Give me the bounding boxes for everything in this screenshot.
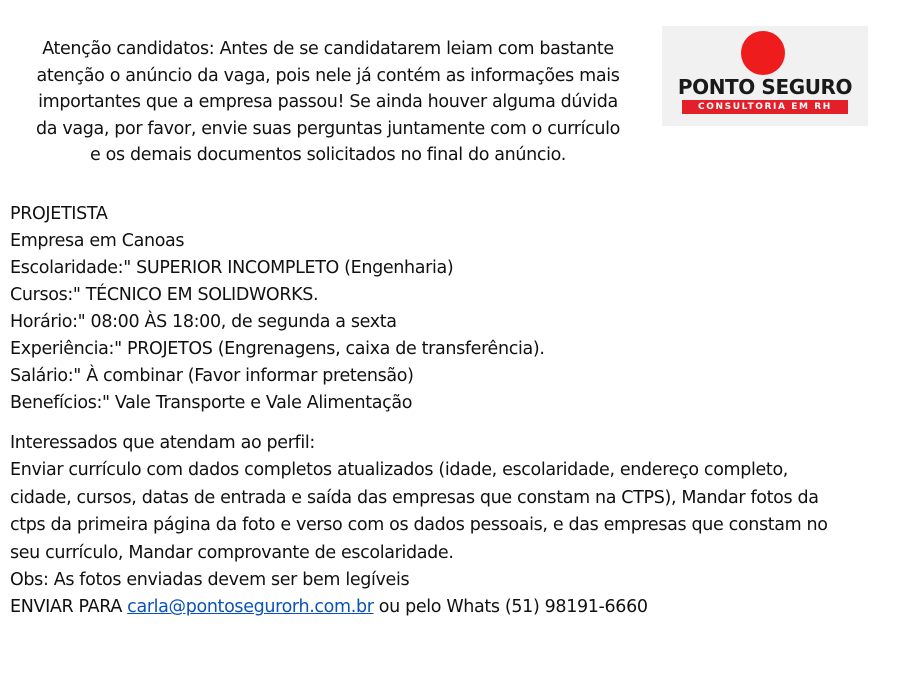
email-link[interactable]: carla@pontosegurorh.com.br: [127, 597, 374, 618]
intro-line: atenção o anúncio da vaga, pois nele já contém as informações mais: [36, 65, 620, 86]
send-prefix: ENVIAR PARA: [10, 597, 128, 618]
job-schedule: Horário:" 08:00 ÀS 18:00, de segunda a sexta: [10, 312, 397, 332]
job-courses: Cursos:" TÉCNICO EM SOLIDWORKS.: [10, 285, 319, 305]
contact-note: Obs: As fotos enviadas devem ser bem legíveis: [10, 570, 410, 591]
logo-subtitle: CONSULTORIA EM RH: [682, 100, 848, 114]
logo-title: PONTO SEGURO: [677, 75, 853, 99]
contact-heading: Interessados que atendam ao perfil:: [10, 433, 315, 453]
job-details: [10, 201, 545, 417]
intro-line: importantes que a empresa passou! Se ainda houver alguma dúvida: [38, 92, 618, 112]
intro-line: Atenção candidatos: Antes de se candidatarem leiam com bastante: [42, 39, 614, 59]
job-company: Empresa em Canoas: [10, 231, 185, 251]
application-instructions: [10, 430, 828, 622]
job-education: Escolaridade:" SUPERIOR INCOMPLETO (Engenharia): [10, 258, 454, 278]
company-logo: [662, 26, 868, 126]
job-title: PROJETISTA: [10, 204, 108, 224]
intro-line: e os demais documentos solicitados no final do anúncio.: [90, 145, 566, 165]
job-experience: Experiência:" PROJETOS (Engrenagens, caixa de transferência).: [10, 339, 545, 359]
intro-notice: [12, 36, 644, 169]
instruction-line: ctps da primeira página da foto e verso com os dados pessoais, e das empresas que constam no: [10, 515, 828, 536]
instruction-line: seu currículo, Mandar comprovante de escolaridade.: [10, 542, 454, 563]
job-benefits: Benefícios:" Vale Transporte e Vale Alimentação: [10, 393, 413, 413]
send-suffix: ou pelo Whats (51) 98191-6660: [373, 597, 648, 618]
logo-circle-icon: [741, 31, 785, 75]
job-salary: Salário:" À combinar (Favor informar pretensão): [10, 366, 414, 386]
instruction-line: Enviar currículo com dados completos atualizados (idade, escolaridade, endereço completo,: [10, 460, 789, 481]
send-line: [10, 594, 828, 621]
instruction-line: cidade, cursos, datas de entrada e saída das empresas que constam na CTPS), Mandar fotos da: [10, 487, 819, 508]
intro-line: da vaga, por favor, envie suas perguntas juntamente com o currículo: [35, 118, 621, 139]
